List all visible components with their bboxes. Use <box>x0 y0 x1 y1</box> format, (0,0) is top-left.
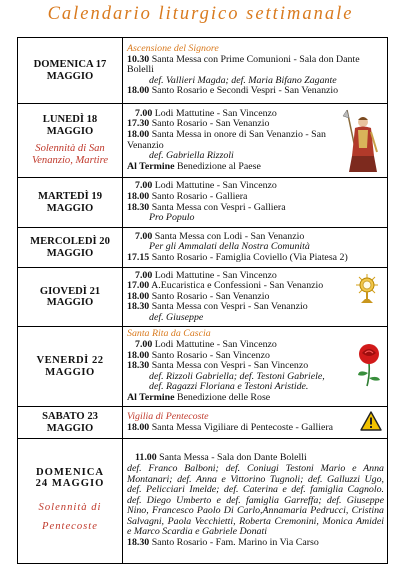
event-time: 7.00 <box>135 269 153 281</box>
day-month: 24 MAGGIO <box>35 478 105 489</box>
intention-text: def. Ragazzi Floriana e Testoni Aristide. <box>149 381 309 393</box>
event-time: 17.00 <box>127 280 150 292</box>
event-text: Santa Messa Vigiliare di Pentecoste - Galliera <box>151 421 333 433</box>
day-name: SABATO 23 <box>42 411 98 422</box>
day-month: MAGGIO <box>46 202 94 214</box>
event-text: Lodi Mattutine - San Vincenzo <box>154 107 277 119</box>
event-label: Al Termine <box>127 391 175 403</box>
solemnity-label <box>21 498 119 536</box>
event-text: Santa Messa con Prime Comunioni - Sala don Dante Bolelli <box>127 53 360 76</box>
day-cell <box>18 228 123 268</box>
event-text: Santo Rosario - San Venanzio <box>151 290 270 302</box>
day-cell <box>18 407 123 439</box>
day-cell <box>18 104 123 178</box>
events-cell <box>123 178 388 228</box>
event-text: Santo Rosario - Galliera <box>151 190 248 202</box>
event-time: 17.30 <box>127 118 150 130</box>
day-row-venerdi-22 <box>18 327 388 407</box>
rose-icon <box>355 343 383 387</box>
event-time: 18.30 <box>127 360 150 372</box>
event-time: 18.00 <box>127 290 150 302</box>
event-time: 7.00 <box>135 339 153 351</box>
event-time: 18.00 <box>127 85 150 97</box>
feast-label: Ascensione del Signore <box>127 43 219 55</box>
day-name: VENERDÌ 22 <box>36 355 104 366</box>
solemnity-label <box>21 143 119 167</box>
events-cell <box>123 228 388 268</box>
intention-text: Pro Populo <box>149 212 195 224</box>
event-text: Santa Messa con Vespri - San Vincenzo <box>151 360 309 372</box>
warning-icon <box>360 411 382 431</box>
event-text: Lodi Mattutine - San Vincenzo <box>154 269 277 281</box>
day-name: MARTEDÌ 19 <box>37 191 103 202</box>
feast-label: Santa Rita da Cascia <box>127 328 211 340</box>
intention-text: def. Vallieri Magda; def. Maria Bifano Zagante <box>149 74 337 86</box>
event-text: Santo Rosario - San Venanzio <box>151 118 270 130</box>
events-cell <box>123 38 388 104</box>
event-text: Santo Rosario - Fam. Marino in Via Carso <box>151 537 319 549</box>
day-row-giovedi-21 <box>18 268 388 327</box>
event-time: 17.15 <box>127 251 150 263</box>
event-text: Santa Messa - Sala don Dante Bolelli <box>159 452 307 464</box>
intention-text: def. Franco Balboni; def. Coniugi Testoni Mario e Anna Montanari; def. Anna e Vittorino Tugnoli; def. Galluzzi Ugo, def. Pelicciari Imelde; def. Caterina e def. famiglia Cagnolo. def. Diego Umberto e def. famiglia Garreffa; def. Giuseppe Nino, Francesco Paolo Di Carlo,Annamaria Pedrucci, Cristina Salvagni, Paola Vecchietti, Roberta Cremonini, Monica Amidei e Marco Scardia e Gabriele Donati <box>127 462 384 538</box>
event-text: Benedizione al Paese <box>176 160 261 172</box>
events-cell <box>123 327 388 407</box>
day-cell <box>18 178 123 228</box>
day-cell <box>18 439 123 564</box>
event-text: Santa Messa in onore di San Venanzio - San Venanzio <box>127 128 326 151</box>
event-text: Santa Messa con Lodi - San Venanzio <box>154 230 305 242</box>
event-time: 11.00 <box>135 452 157 464</box>
day-name: LUNEDÌ 18 <box>42 114 98 125</box>
intention-text: Per gli Ammalati della Nostra Comunità <box>149 241 310 253</box>
day-month: MAGGIO <box>46 70 94 82</box>
event-time: 18.00 <box>127 128 150 140</box>
event-time: 18.00 <box>127 190 150 202</box>
event-time: 7.00 <box>135 230 153 242</box>
day-name: DOMENICA 17 <box>33 59 107 70</box>
event-text: Santo Rosario - Famiglia Coviello (Via Piatesa 2) <box>151 251 348 263</box>
day-month: MAGGIO <box>46 422 94 434</box>
solemnity-line: Venanzio, Martire <box>31 155 109 166</box>
event-text: Lodi Mattutine - San Vincenzo <box>154 180 277 192</box>
day-row-lunedi-18 <box>18 104 388 178</box>
solemnity-line: Solennità di <box>38 501 102 513</box>
saint-venanzio-icon <box>341 108 381 174</box>
day-cell <box>18 268 123 327</box>
events-cell <box>123 439 388 564</box>
solemnity-line: Pentecoste <box>42 520 98 532</box>
day-row-mercoledi-20 <box>18 228 388 268</box>
day-row-martedi-19 <box>18 178 388 228</box>
feast-label: Vigilia di Pentecoste <box>127 410 209 422</box>
events-cell <box>123 104 388 178</box>
day-month: MAGGIO <box>46 247 94 259</box>
day-cell <box>18 327 123 407</box>
event-text: Benedizione delle Rose <box>176 391 271 403</box>
calendar-table <box>17 37 388 564</box>
event-time: 18.30 <box>127 201 150 213</box>
event-label: Al Termine <box>127 160 175 172</box>
monstrance-icon <box>356 274 378 304</box>
day-month: MAGGIO <box>45 366 95 378</box>
day-row-sabato-23 <box>18 407 388 439</box>
day-month: MAGGIO <box>46 125 94 137</box>
intention-text: def. Giuseppe <box>149 311 204 323</box>
day-row-domenica-24 <box>18 439 388 564</box>
intention-text: def. Gabriella Rizzoli <box>149 150 234 162</box>
event-text: Santo Rosario e Secondi Vespri - San Venanzio <box>151 85 339 97</box>
day-name: DOMENICA <box>35 466 105 478</box>
event-time: 7.00 <box>135 107 153 119</box>
event-time: 7.00 <box>135 180 153 192</box>
event-time: 18.00 <box>127 349 150 361</box>
solemnity-line: Solennità di San <box>35 143 105 154</box>
day-name: MERCOLEDÌ 20 <box>30 236 110 247</box>
event-time: 18.30 <box>127 537 150 549</box>
event-text: A.Eucaristica e Confessioni - San Venanzio <box>151 280 324 292</box>
event-time: 10.30 <box>127 53 150 65</box>
day-name: GIOVEDÌ 21 <box>39 285 101 297</box>
event-text: Santa Messa con Vespri - Galliera <box>151 201 286 213</box>
day-row-domenica-17 <box>18 38 388 104</box>
day-month: MAGGIO <box>46 297 94 308</box>
events-cell <box>123 268 388 327</box>
event-text: Santa Messa con Vespri - San Venanzio <box>151 301 308 313</box>
page-title: Calendario liturgico settimanale <box>47 4 354 24</box>
events-cell <box>123 407 388 439</box>
intention-text: def. Rizzoli Gabriella; def. Testoni Gabriele, <box>149 370 325 382</box>
event-text: Santo Rosario - San Vincenzo <box>151 349 270 361</box>
event-time: 18.30 <box>127 301 150 313</box>
event-text: Lodi Mattutine - San Vincenzo <box>154 339 277 351</box>
day-cell <box>18 38 123 104</box>
event-time: 18.00 <box>127 421 150 433</box>
